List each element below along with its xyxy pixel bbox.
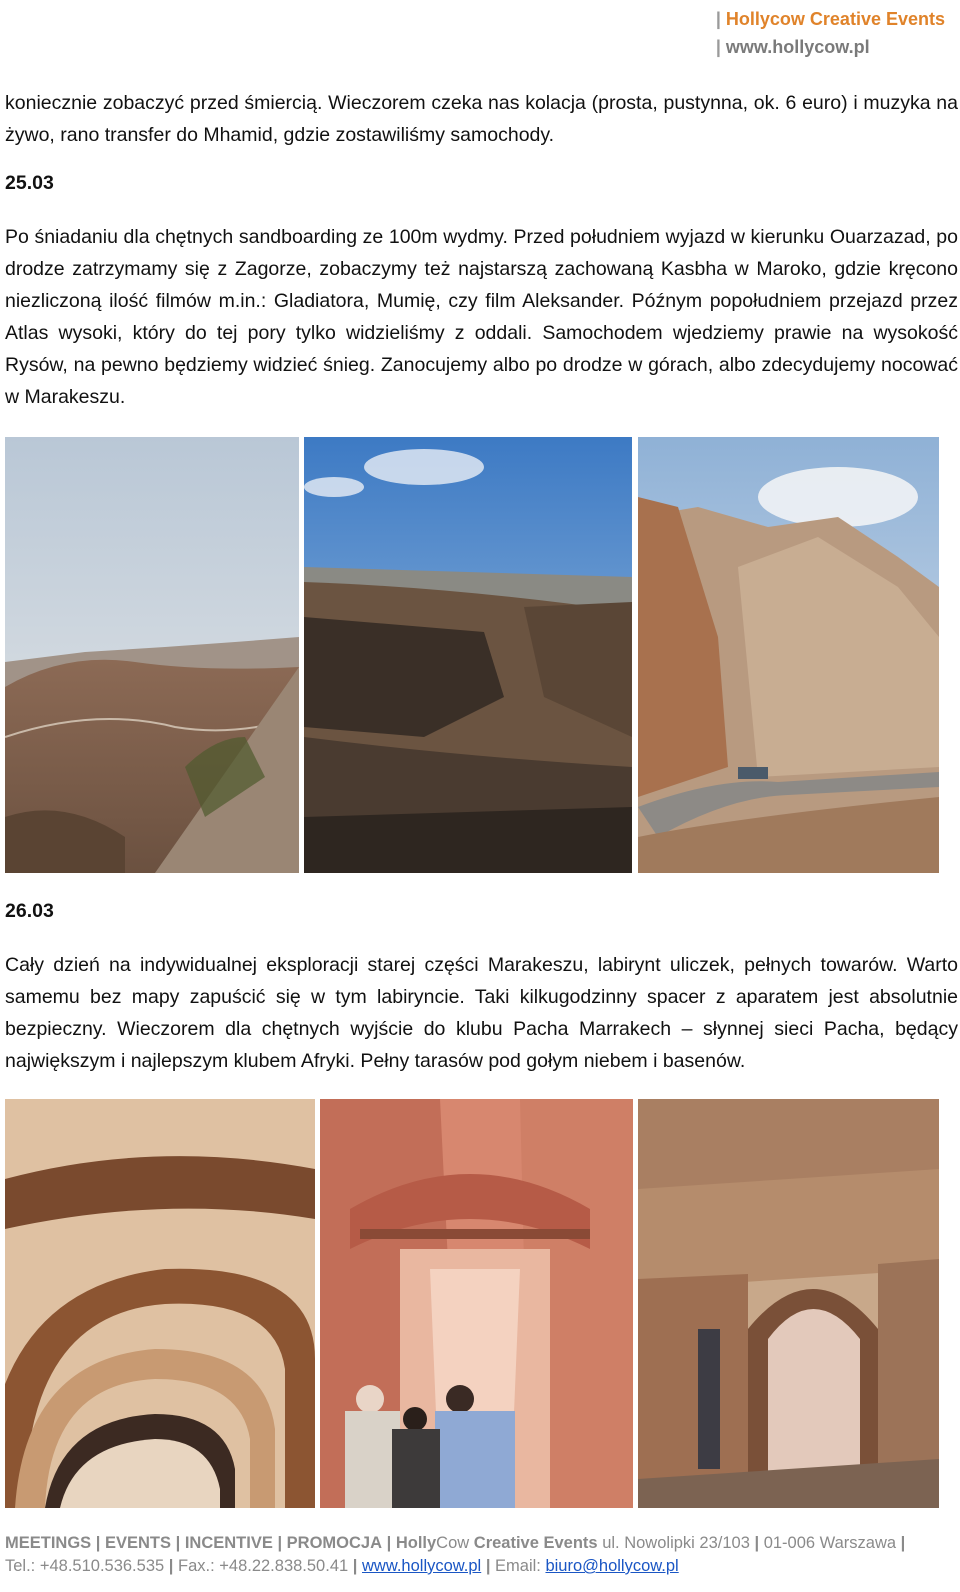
footer-address: ul. Nowolipki 23/103 [602, 1534, 750, 1552]
footer-separator: | [168, 1557, 174, 1575]
header-brand [716, 5, 945, 33]
photo-gorge [304, 437, 632, 873]
photo-pink-alley [320, 1099, 633, 1508]
footer-brand-cow: Cow [436, 1534, 470, 1552]
footer-separator: | [352, 1557, 358, 1575]
paragraph-25-03: Po śniadaniu dla chętnych sandboarding ze 100m wydmy. Przed południem wyjazd w kierunku Ouarzazad, po drodze zatrzymamy się z Zagorze, zobaczymy też najstarszą zachowaną Kasbha w Maroko, gdzie kręcono niezliczoną ilość filmów m.in.: Gladiatora, Mumię, czy film Aleksander. Późnym popołudniem przejazd przez Atlas wysoki, który do tej pory tylko widzieliśmy z oddali. Samochodem wjedziemy prawie na wysokość Rysów, na pewno będziemy widzieć śnieg. Zanocujemy albo po drodze w górach, albo zdecydujemy nocować w Marakeszu. [5, 226, 958, 408]
footer-service-promocja: PROMOCJA [286, 1534, 383, 1552]
footer-fax: Fax.: +48.22.838.50.41 [178, 1557, 349, 1575]
footer-brand-rest: Creative Events [473, 1534, 598, 1552]
photo-mountain-road [638, 437, 939, 873]
footer-brand-holly: Holly [395, 1534, 437, 1552]
header-url[interactable]: www.hollycow.pl [725, 37, 870, 57]
photo-arches-beige [5, 1099, 315, 1508]
heading-date-26-03: 26.03 [5, 900, 54, 922]
header-url-line [716, 33, 945, 61]
page-header [716, 5, 945, 61]
footer-service-meetings: MEETINGS [5, 1534, 92, 1552]
footer-separator: | [175, 1534, 181, 1552]
footer-postal: 01-006 Warszawa [763, 1534, 897, 1552]
footer-separator: | [754, 1534, 760, 1552]
footer-separator: | [95, 1534, 101, 1552]
footer-line-1 [5, 1532, 955, 1555]
footer-website-link[interactable]: www.hollycow.pl [362, 1557, 482, 1575]
footer-line-2 [5, 1555, 955, 1578]
header-separator: | [715, 9, 721, 29]
header-separator: | [715, 37, 721, 57]
footer-email-link[interactable]: biuro@hollycow.pl [545, 1557, 679, 1575]
footer-service-events: EVENTS [105, 1534, 172, 1552]
footer-separator: | [386, 1534, 392, 1552]
footer-service-incentive: INCENTIVE [184, 1534, 273, 1552]
paragraph-intro: koniecznie zobaczyć przed śmiercią. Wieczorem czeka nas kolacja (prosta, pustynna, ok. 6 euro) i muzyka na żywo, rano transfer do Mhamid, gdzie zostawiliśmy samochody. [5, 92, 958, 146]
footer-tel: Tel.: +48.510.536.535 [5, 1557, 165, 1575]
header-brand-rest: Creative Events [809, 9, 945, 29]
paragraph-26-03: Cały dzień na indywidualnej eksploracji starej części Marakeszu, labirynt uliczek, pełnych towarów. Warto samemu bez mapy zapuścić się w tym labiryncie. Taki kilkugodzinny spacer z aparatem jest absolutnie bezpieczny. Wieczorem dla chętnych wyjście do klubu Pacha Marrakech – słynnej sieci Pacha, będący największym i najlepszym klubem Afryki. Pełny tarasów pod gołym niebem i basenów. [5, 954, 958, 1072]
photo-atlas-valley [5, 437, 299, 873]
page-footer [5, 1532, 955, 1578]
footer-separator: | [485, 1557, 491, 1575]
photo-arch-passage [638, 1099, 939, 1508]
footer-separator: | [900, 1534, 906, 1552]
heading-date-25-03: 25.03 [5, 172, 54, 194]
header-brand-bold: Hollycow [725, 9, 805, 29]
footer-brand [396, 1534, 598, 1552]
footer-email-label: Email: [495, 1557, 541, 1575]
footer-separator: | [277, 1534, 283, 1552]
